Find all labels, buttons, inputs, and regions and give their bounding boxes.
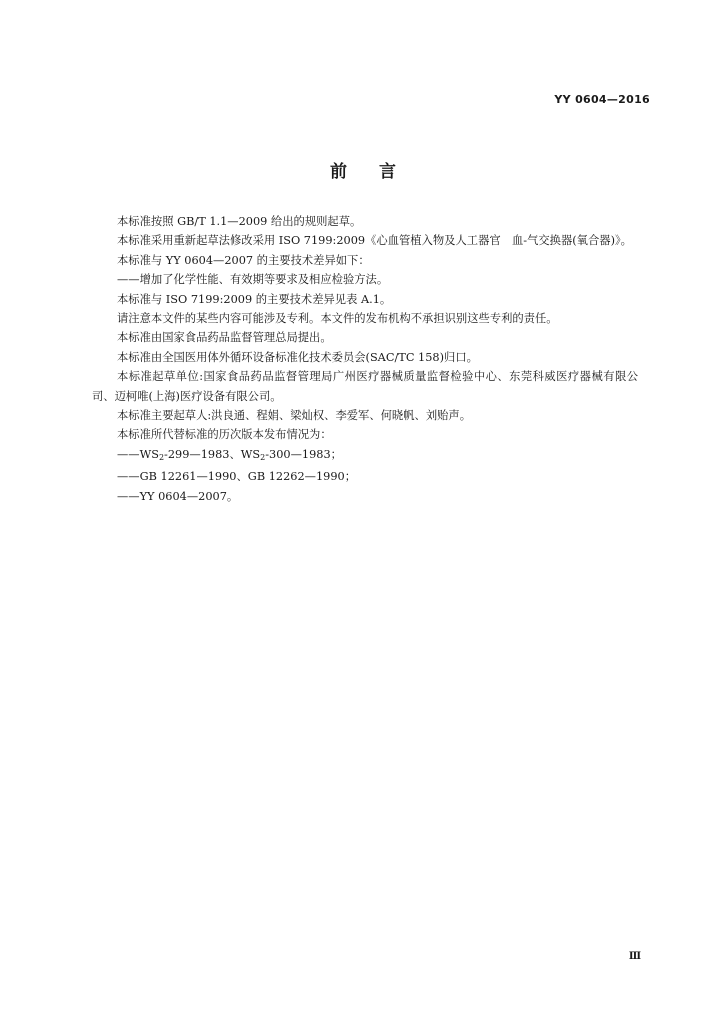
history-ws-prefix: ——WS: [117, 447, 159, 461]
history-ws-middle: -299—1983、WS: [164, 447, 261, 461]
list-item-difference: ——增加了化学性能、有效期等要求及相应检验方法。: [117, 273, 389, 287]
page-number: Ⅲ: [628, 951, 641, 962]
paragraph-drafting-rules: 本标准按照 GB/T 1.1—2009 给出的规则起草。: [117, 215, 362, 228]
standard-number: YY 0604—2016: [554, 93, 650, 106]
paragraph-drafting-units: 本标准起草单位:国家食品药品监督管理局广州医疗器械质量监督检验中心、东莞科威医疗器械有限公司、迈柯唯(上海)医疗设备有限公司。: [92, 370, 638, 403]
paragraph-history-intro: 本标准所代替标准的历次版本发布情况为：: [117, 428, 332, 442]
foreword-body: [92, 212, 638, 506]
history-ws-subscript: 2: [260, 452, 266, 462]
paragraph-patent-notice: 请注意本文件的某些内容可能涉及专利。本文件的发布机构不承担识别这些专利的责任。: [117, 312, 558, 326]
paragraph-iso-adoption: 本标准采用重新起草法修改采用 ISO 7199:2009《心血管植入物及人工器官 血-气交换器(氧合器)》。: [117, 234, 632, 248]
page-title: 前言: [330, 162, 428, 182]
history-ws-subscript: 2: [158, 452, 165, 462]
paragraph-drafters: 本标准主要起草人:洪良通、程娟、梁灿权、李爱军、何晓帆、刘贻声。: [117, 409, 472, 423]
history-ws-suffix: -300—1983；: [265, 447, 342, 461]
paragraph-differences-intro: 本标准与 YY 0604—2007 的主要技术差异如下：: [117, 253, 370, 267]
paragraph-proposer: 本标准由国家食品药品监督管理总局提出。: [117, 331, 332, 345]
history-item-yy: ——YY 0604—2007。: [117, 489, 239, 503]
paragraph-iso-differences: 本标准与 ISO 7199:2009 的主要技术差异见表 A.1。: [117, 292, 392, 306]
history-item-gb: ——GB 12261—1990、GB 12262—1990；: [117, 470, 356, 484]
paragraph-committee: 本标准由全国医用体外循环设备标准化技术委员会(SAC/TC 158)归口。: [117, 350, 478, 364]
history-item-ws: [92, 445, 638, 467]
